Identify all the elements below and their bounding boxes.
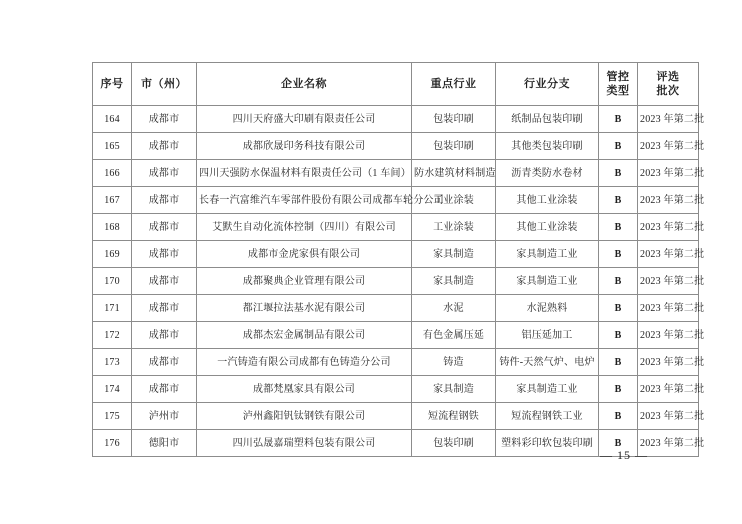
cell-index: 169 (93, 241, 132, 268)
enterprise-table (92, 62, 705, 457)
cell-control-type: B (599, 403, 638, 430)
table-row (93, 295, 699, 322)
cell-industry-branch: 沥青类防水卷材 (496, 160, 599, 187)
cell-key-industry: 工业涂装 (412, 214, 496, 241)
cell-city: 泸州市 (132, 403, 197, 430)
cell-enterprise-name: 四川天强防水保温材料有限责任公司（1 车间） (197, 160, 412, 187)
cell-key-industry: 防水建筑材料制造 (412, 160, 496, 187)
cell-index: 176 (93, 430, 132, 457)
cell-selection-batch: 2023 年第二批 (638, 376, 699, 403)
cell-industry-branch: 其他类包装印刷 (496, 133, 599, 160)
cell-industry-branch: 家具制造工业 (496, 241, 599, 268)
table-row (93, 187, 699, 214)
cell-city: 成都市 (132, 376, 197, 403)
cell-key-industry: 铸造 (412, 349, 496, 376)
enterprise-table-container (92, 62, 705, 457)
cell-control-type: B (599, 295, 638, 322)
table-row (93, 241, 699, 268)
cell-selection-batch: 2023 年第二批 (638, 160, 699, 187)
cell-control-type: B (599, 349, 638, 376)
cell-selection-batch: 2023 年第二批 (638, 322, 699, 349)
cell-city: 成都市 (132, 106, 197, 133)
cell-selection-batch: 2023 年第二批 (638, 349, 699, 376)
cell-selection-batch: 2023 年第二批 (638, 187, 699, 214)
column-header-selection-batch (638, 63, 699, 106)
column-header-industry-branch (496, 63, 599, 106)
table-row (93, 106, 699, 133)
cell-index: 170 (93, 268, 132, 295)
cell-index: 167 (93, 187, 132, 214)
cell-control-type: B (599, 241, 638, 268)
column-header-key-industry-line-1: 重点行业 (430, 78, 477, 90)
cell-control-type: B (599, 214, 638, 241)
cell-index: 173 (93, 349, 132, 376)
table-row (93, 214, 699, 241)
cell-key-industry: 包装印刷 (412, 430, 496, 457)
cell-control-type: B (599, 133, 638, 160)
cell-city: 成都市 (132, 268, 197, 295)
cell-enterprise-name: 四川弘晟嘉瑞塑料包装有限公司 (197, 430, 412, 457)
cell-city: 成都市 (132, 160, 197, 187)
cell-selection-batch: 2023 年第二批 (638, 241, 699, 268)
cell-enterprise-name: 成都聚典企业管理有限公司 (197, 268, 412, 295)
cell-index: 168 (93, 214, 132, 241)
cell-key-industry: 家具制造 (412, 376, 496, 403)
cell-index: 165 (93, 133, 132, 160)
cell-selection-batch: 2023 年第二批 (638, 430, 699, 457)
cell-control-type: B (599, 376, 638, 403)
cell-index: 172 (93, 322, 132, 349)
cell-selection-batch: 2023 年第二批 (638, 214, 699, 241)
table-row (93, 160, 699, 187)
cell-key-industry: 有色金属压延 (412, 322, 496, 349)
cell-selection-batch: 2023 年第二批 (638, 133, 699, 160)
cell-enterprise-name: 四川天府盛大印刷有限责任公司 (197, 106, 412, 133)
cell-city: 成都市 (132, 187, 197, 214)
cell-enterprise-name: 成都欣晟印务科技有限公司 (197, 133, 412, 160)
cell-industry-branch: 塑料彩印软包装印刷 (496, 430, 599, 457)
cell-index: 171 (93, 295, 132, 322)
column-header-selection-batch-line-2: 批次 (656, 85, 680, 97)
cell-enterprise-name: 成都梵凰家具有限公司 (197, 376, 412, 403)
table-row (93, 403, 699, 430)
cell-index: 166 (93, 160, 132, 187)
table-row (93, 322, 699, 349)
cell-city: 德阳市 (132, 430, 197, 457)
cell-selection-batch: 2023 年第二批 (638, 106, 699, 133)
column-header-control-type (599, 63, 638, 106)
cell-industry-branch: 纸制品包装印刷 (496, 106, 599, 133)
cell-key-industry: 包装印刷 (412, 106, 496, 133)
cell-key-industry: 包装印刷 (412, 133, 496, 160)
page-number: — 15 — (600, 448, 648, 462)
column-header-city-line-1: 市（州） (141, 78, 187, 90)
table-body (93, 106, 705, 457)
cell-industry-branch: 家具制造工业 (496, 268, 599, 295)
column-header-city (132, 63, 197, 106)
column-header-selection-batch-line-1: 评选 (656, 71, 680, 83)
cell-city: 成都市 (132, 241, 197, 268)
cell-enterprise-name: 成都杰宏金属制品有限公司 (197, 322, 412, 349)
cell-key-industry: 水泥 (412, 295, 496, 322)
page-footer (0, 448, 742, 463)
cell-enterprise-name: 都江堰拉法基水泥有限公司 (197, 295, 412, 322)
cell-enterprise-name: 长春一汽富维汽车零部件股份有限公司成都车轮分公司 (197, 187, 412, 214)
cell-control-type: B (599, 106, 638, 133)
cell-control-type: B (599, 160, 638, 187)
cell-selection-batch: 2023 年第二批 (638, 295, 699, 322)
cell-city: 成都市 (132, 133, 197, 160)
cell-industry-branch: 铝压延加工 (496, 322, 599, 349)
table-row (93, 133, 699, 160)
cell-industry-branch: 铸件-天然气炉、电炉 (496, 349, 599, 376)
table-row (93, 349, 699, 376)
cell-control-type: B (599, 322, 638, 349)
cell-index: 174 (93, 376, 132, 403)
cell-enterprise-name: 泸州鑫阳钒钛钢铁有限公司 (197, 403, 412, 430)
column-header-key-industry (412, 63, 496, 106)
table-header (93, 63, 699, 106)
table-header-row (93, 63, 699, 106)
cell-city: 成都市 (132, 349, 197, 376)
cell-industry-branch: 其他工业涂装 (496, 214, 599, 241)
cell-selection-batch: 2023 年第二批 (638, 403, 699, 430)
cell-industry-branch: 其他工业涂装 (496, 187, 599, 214)
cell-control-type: B (599, 430, 638, 457)
cell-industry-branch: 短流程钢铁工业 (496, 403, 599, 430)
cell-city: 成都市 (132, 214, 197, 241)
cell-enterprise-name: 一汽铸造有限公司成都有色铸造分公司 (197, 349, 412, 376)
table-row (93, 376, 699, 403)
column-header-enterprise-name-line-1: 企业名称 (281, 78, 327, 90)
cell-key-industry: 家具制造 (412, 268, 496, 295)
cell-city: 成都市 (132, 322, 197, 349)
cell-key-industry: 短流程钢铁 (412, 403, 496, 430)
cell-enterprise-name: 成都市金虎家俱有限公司 (197, 241, 412, 268)
cell-industry-branch: 水泥熟料 (496, 295, 599, 322)
cell-control-type: B (599, 268, 638, 295)
cell-index: 164 (93, 106, 132, 133)
cell-enterprise-name: 艾默生自动化流体控制（四川）有限公司 (197, 214, 412, 241)
column-header-control-type-line-1: 管控 (606, 71, 630, 83)
column-header-control-type-line-2: 类型 (606, 85, 630, 97)
cell-city: 成都市 (132, 295, 197, 322)
cell-index: 175 (93, 403, 132, 430)
column-header-index-line-1: 序号 (100, 78, 124, 90)
table-row (93, 268, 699, 295)
column-header-index (93, 63, 132, 106)
column-header-enterprise-name (197, 63, 412, 106)
cell-industry-branch: 家具制造工业 (496, 376, 599, 403)
cell-control-type: B (599, 187, 638, 214)
cell-selection-batch: 2023 年第二批 (638, 268, 699, 295)
cell-key-industry: 工业涂装 (412, 187, 496, 214)
column-header-industry-branch-line-1: 行业分支 (524, 78, 570, 90)
cell-key-industry: 家具制造 (412, 241, 496, 268)
